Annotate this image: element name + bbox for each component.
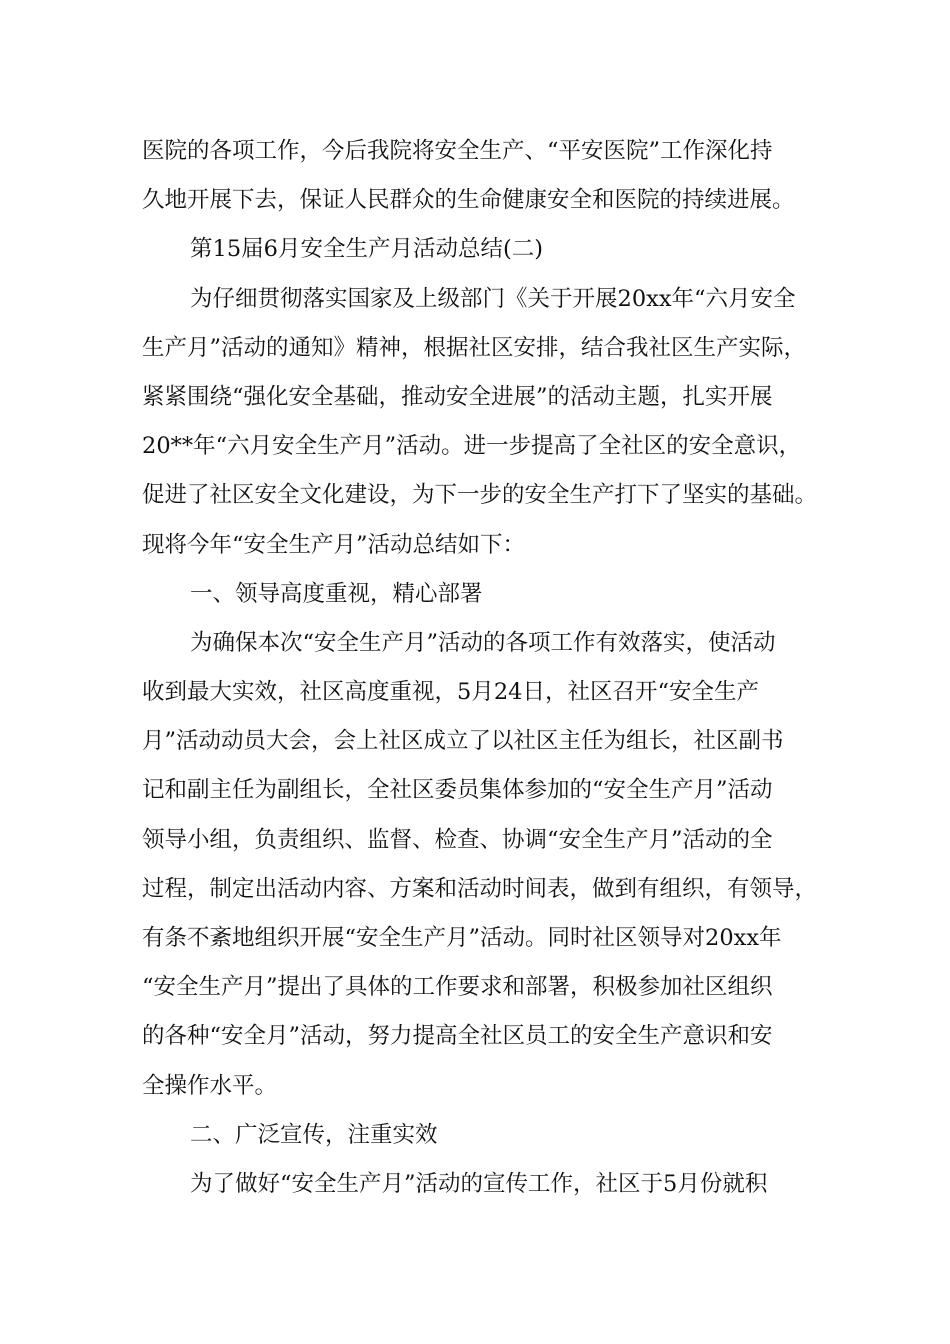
- section-heading: 二、广泛宣传，注重实效: [190, 1121, 438, 1148]
- paragraph-start: 为了做好“安全生产月”活动的宣传工作，社区于5月份就积: [190, 1170, 768, 1197]
- text-line: 收到最大实效，社区高度重视，5月24日，社区召开“安全生产: [142, 679, 759, 706]
- text-line: 促进了社区安全文化建设，为下一步的安全生产打下了坚实的基础。: [142, 482, 818, 509]
- text-line: 过程，制定出活动内容、方案和活动时间表，做到有组织，有领导，: [142, 875, 818, 902]
- text-line: 的各种“安全月”活动，努力提高全社区员工的安全生产意识和安: [142, 1023, 773, 1050]
- text-line: 医院的各项工作，今后我院将安全生产、“平安医院”工作深化持: [142, 138, 773, 164]
- section-title: 第15届6月安全生产月活动总结(二): [190, 236, 544, 263]
- paragraph-start: 为仔细贯彻落实国家及上级部门《关于开展20xx年“六月安全: [190, 285, 796, 312]
- text-line: 20**年“六月安全生产月”活动。进一步提高了全社区的安全意识，: [142, 433, 802, 460]
- document-body: [142, 127, 822, 1209]
- text-line: 月”活动动员大会，会上社区成立了以社区主任为组长，社区副书: [142, 728, 784, 755]
- text-line: 现将今年“安全生产月”活动总结如下：: [142, 531, 526, 558]
- text-line: “安全生产月”提出了具体的工作要求和部署，积极参加社区组织: [142, 974, 773, 1001]
- text-line: 紧紧围绕“强化安全基础，推动安全进展”的活动主题，扎实开展: [142, 383, 773, 410]
- text-line: 生产月”活动的通知》精神，根据社区安排，结合我社区生产实际，: [142, 334, 807, 361]
- section-heading: 一、领导高度重视，精心部署: [190, 580, 483, 607]
- text-line: 有条不紊地组织开展“安全生产月”活动。同时社区领导对20xx年: [142, 925, 782, 951]
- paragraph-start: 为确保本次“安全生产月”活动的各项工作有效落实，使活动: [190, 629, 776, 656]
- text-line: 领导小组，负责组织、监督、检查、协调“安全生产月”活动的全: [142, 826, 773, 853]
- text-line: 全操作水平。: [142, 1072, 278, 1099]
- text-line: 久地开展下去，保证人民群众的生命健康安全和医院的持续进展。: [142, 187, 795, 214]
- text-line: 记和副主任为副组长，全社区委员集体参加的“安全生产月”活动: [142, 777, 773, 804]
